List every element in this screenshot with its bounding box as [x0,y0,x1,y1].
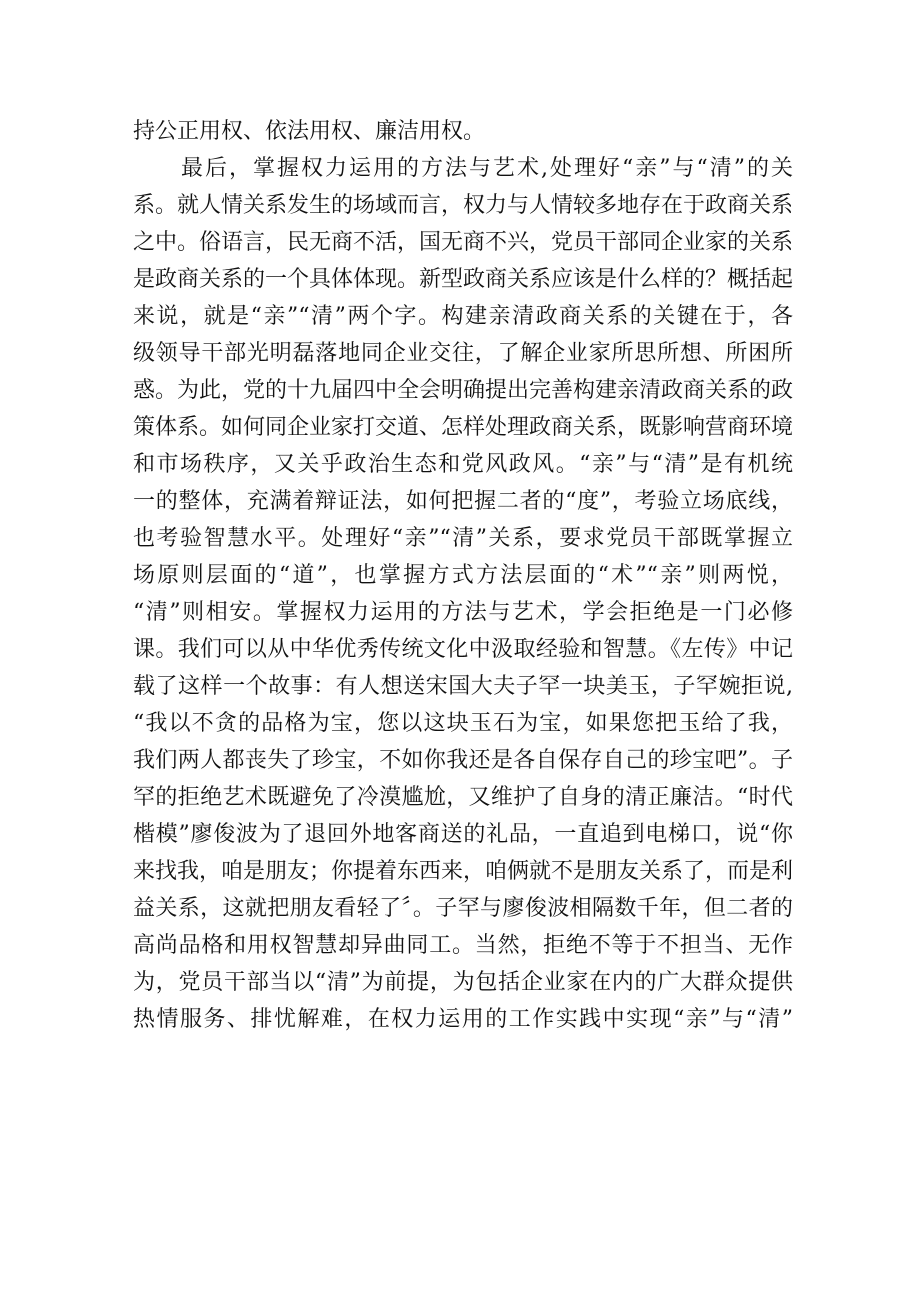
text-line: “清”则相安。掌握权力运用的方法与艺术，学会拒绝是一门必修 [133,600,793,625]
text-line: 益关系，这就把朋友看轻了〞。子罕与廖俊波相隔数千年，但二者的 [133,896,793,921]
text-line: 来说，就是“亲”“清”两个字。构建亲清政商关系的关键在于，各 [133,304,793,329]
text-line: 是政商关系的一个具体体现。新型政商关系应该是什么样的？概括起 [133,267,793,292]
text-line: 一的整体，充满着辩证法，如何把握二者的“度”，考验立场底线， [133,489,793,514]
text-line: 惑。为此，党的十九届四中全会明确提出完善构建亲清政商关系的政 [133,378,793,403]
text-line: 级领导干部光明磊落地同企业交往，了解企业家所思所想、所困所 [133,341,793,366]
text-line: 之中。俗语言，民无商不活，国无商不兴，党员干部同企业家的关系 [133,230,793,255]
text-line: “我以不贪的品格为宝，您以这块玉石为宝，如果您把玉给了我， [133,711,793,736]
text-line: 系。就人情关系发生的场域而言，权力与人情较多地存在于政商关系 [133,193,793,218]
text-line: 为，党员干部当以“清”为前提，为包括企业家在内的广大群众提供 [133,970,793,995]
text-line: 我们两人都丧失了珍宝，不如你我还是各自保存自己的珍宝吧”。子 [133,748,793,773]
text-line: 场原则层面的“道”，也掌握方式方法层面的“术”“亲”则两悦， [133,563,793,588]
text-line: 楷模”廖俊波为了退回外地客商送的礼品，一直追到电梯口，说“你 [133,822,793,847]
text-line: 策体系。如何同企业家打交道、怎样处理政商关系，既影响营商环境 [133,415,793,440]
text-line: 来找我，咱是朋友；你提着东西来，咱俩就不是朋友关系了，而是利 [133,859,793,884]
paragraph-first-line: 最后，掌握权力运用的方法与艺术,处理好“亲”与“清”的关 [181,156,793,181]
text-line: 也考验智慧水平。处理好“亲”“清”关系，要求党员干部既掌握立 [133,526,793,551]
text-line: 和市场秩序，又关乎政治生态和党风政风。“亲”与“清”是有机统 [133,452,793,477]
text-line: 持公正用权、依法用权、廉洁用权。 [133,119,486,144]
text-line: 热情服务、排忧解难，在权力运用的工作实践中实现“亲”与“清” [133,1007,793,1032]
text-line: 高尚品格和用权智慧却异曲同工。当然，拒绝不等于不担当、无作 [133,933,793,958]
text-line: 课。我们可以从中华优秀传统文化中汲取经验和智慧。《左传》中记 [133,637,793,662]
text-line: 罕的拒绝艺术既避免了冷漠尴尬，又维护了自身的清正廉洁。“时代 [133,785,793,810]
body-text [133,113,793,1038]
text-line: 载了这样一个故事：有人想送宋国大夫子罕一块美玉，子罕婉拒说, [133,674,793,699]
